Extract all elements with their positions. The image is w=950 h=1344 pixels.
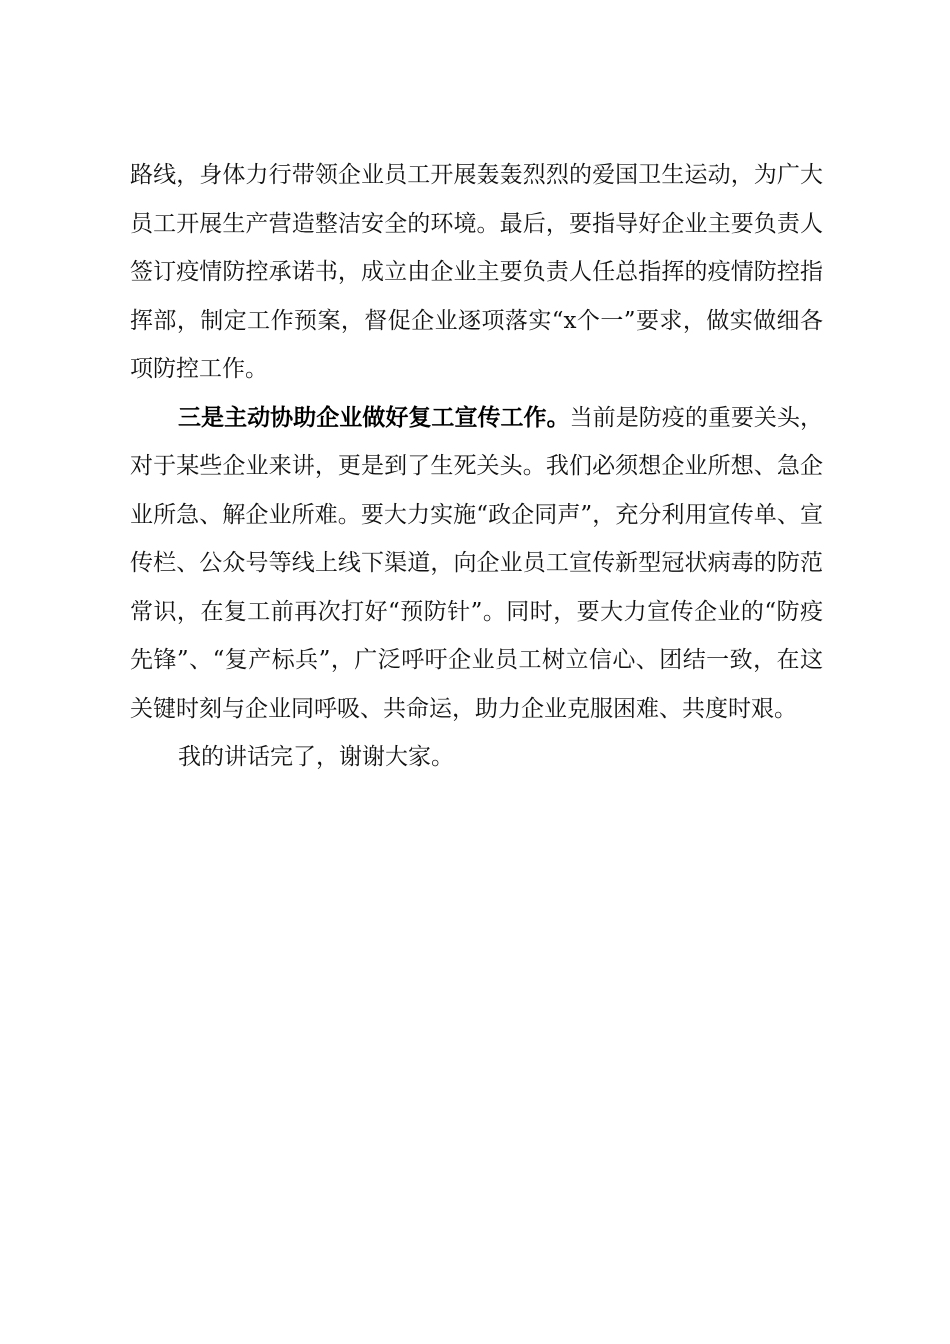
closing-remark: 我的讲话完了，谢谢大家。 xyxy=(178,744,454,770)
paragraph-continuation: 路线，身体力行带领企业员工开展轰轰烈烈的爱国卫生运动，为广大员工开展生产营造整洁安全的环境。最后，要指导好企业主要负责人签订疫情防控承诺书，成立由企业主要负责人任总指挥的疫情防控指挥部，制定工作预案，督促企业逐项落实“x个一”要求，做实做细各项防控工作。 xyxy=(130,162,823,382)
paragraph-publicity xyxy=(130,394,823,734)
paragraph-heading: 三是主动协助企业做好复工宣传工作。 xyxy=(178,404,570,431)
document-body xyxy=(130,151,823,782)
paragraph-body: 当前是防疫的重要关头，对于某些企业来讲，更是到了生死关头。我们必须想企业所想、急企业所急、解企业所难。要大力实施“政企同声”，充分利用宣传单、宣传栏、公众号等线上线下渠道，向企业员工宣传新型冠状病毒的防范常识，在复工前再次打好“预防针”。同时，要大力宣传企业的“防疫先锋”、“复产标兵”，广泛呼吁企业员工树立信心、团结一致，在这关键时刻与企业同呼吸、共命运，助力企业克服困难、共度时艰。 xyxy=(130,404,824,722)
